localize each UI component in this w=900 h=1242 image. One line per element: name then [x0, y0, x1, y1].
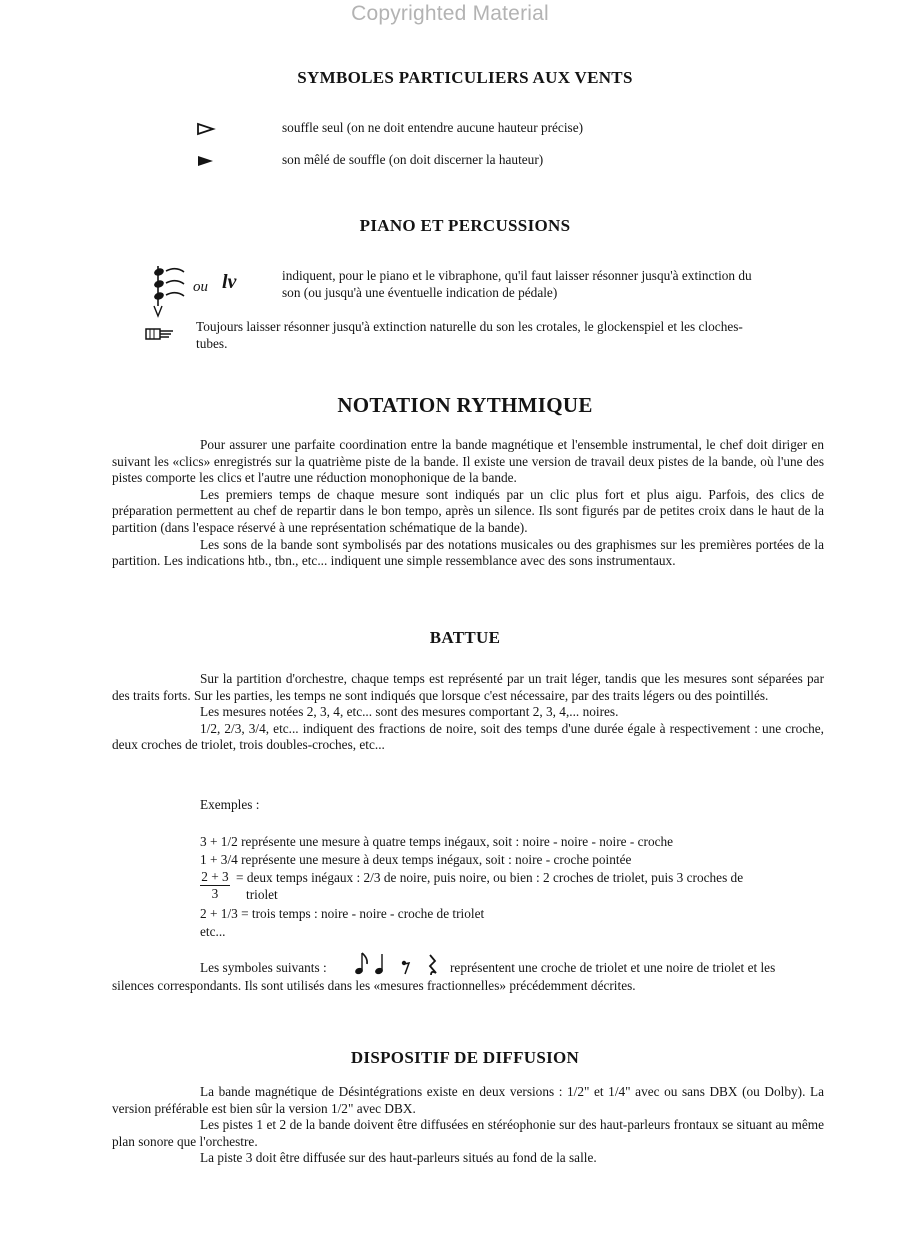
diffusion-paragraph: Les pistes 1 et 2 de la bande doivent être diffusées en stéréophonie sur des haut-parleurs frontaux se situant au même plan sonore que l'orchestre.	[112, 1117, 824, 1149]
section-title-rythme: NOTATION RYTHMIQUE	[337, 393, 593, 417]
let-vibrate-notes-icon	[148, 262, 190, 320]
rythme-paragraph: Les premiers temps de chaque mesure sont indiqués par un clic plus fort et plus aigu. Parfois, des clics de préparation permettent au chef de repartir dans le bon tempo, après un silence. Ils sont figurés par de petites croix dans le haut de la partition (dans l'espace réservé à une représentation schématique de la bande).	[112, 486, 824, 535]
example-3-fraction	[200, 869, 230, 902]
piano-line-1: indiquent, pour le piano et le vibraphone, qu'il faut laisser résonner jusqu'à extinction du	[282, 268, 752, 283]
example-2: 1 + 3/4 représente une mesure à deux temps inégaux, soit : noire - croche pointée	[200, 852, 632, 867]
diffusion-paragraph: La bande magnétique de Désintégrations existe en deux versions : 1/2" et 1/4" avec ou sans DBX (ou Dolby). La version préférable est bien sûr la version 1/2" avec DBX.	[112, 1084, 824, 1116]
symbols-line-end: représentent une croche de triolet et une noire de triolet et les	[450, 960, 776, 975]
battue-paragraph: 1/2, 2/3, 3/4, etc... indiquent des fractions de noire, soit des temps d'une durée égale à respectivement : une croche, deux croches de triolet, trois doubles-croches, etc...	[112, 720, 824, 753]
rythme-paragraph: Les sons de la bande sont symbolisés par des notations musicales ou des graphismes sur les premières portées de la partition. Les indications htb., tbn., etc... indiquent une simple ressemblance avec des sons instrumentaux.	[112, 536, 824, 569]
diffusion-paragraph: La piste 3 doit être diffusée sur des haut-parleurs situés au fond de la salle.	[200, 1150, 597, 1166]
open-triangle-icon	[196, 122, 216, 136]
section-title-diffusion: DISPOSITIF DE DIFFUSION	[350, 1048, 580, 1067]
section-title-vents: SYMBOLES PARTICULIERS AUX VENTS	[297, 68, 633, 87]
triplet-rhythm-symbols-icon	[352, 950, 448, 978]
piano-note-line-2: tubes.	[196, 336, 228, 351]
rythme-body	[112, 437, 824, 570]
piano-line-2: son (ou jusqu'à une éventuelle indication de pédale)	[282, 285, 558, 300]
example-4: 2 + 1/3 = trois temps : noire - noire - croche de triolet	[200, 906, 485, 921]
example-3-numerator: 2 + 3	[201, 869, 229, 884]
examples-label: Exemples :	[200, 797, 260, 812]
diffusion-body	[112, 1084, 824, 1167]
lv-label: lv	[222, 271, 237, 293]
filled-triangle-icon	[196, 154, 216, 168]
symbols-line-start: Les symboles suivants :	[200, 960, 327, 975]
battue-body	[112, 671, 824, 754]
examples-etc: etc...	[200, 924, 226, 939]
vents-item-2: son mêlé de souffle (on doit discerner la hauteur)	[282, 152, 544, 167]
section-title-piano: PIANO ET PERCUSSIONS	[359, 216, 571, 235]
watermark: Copyrighted Material	[351, 2, 549, 25]
section-title-battue: BATTUE	[429, 628, 501, 647]
ou-label: ou	[193, 279, 208, 295]
pointing-hand-icon	[144, 326, 176, 342]
battue-paragraph: Sur la partition d'orchestre, chaque temps est représenté par un trait léger, tandis que les mesures sont séparées par des traits forts. Sur les parties, les temps ne sont indiqués que lorsque c'est nécessaire, par des traits légers ou des pointillés.	[112, 671, 824, 703]
example-3-text: = deux temps inégaux : 2/3 de noire, puis noire, ou bien : 2 croches de triolet, puis 3 croches de	[236, 870, 744, 885]
rythme-paragraph: Pour assurer une parfaite coordination entre la bande magnétique et l'ensemble instrumental, le chef doit diriger en suivant les «clics» enregistrés sur la quatrième piste de la bande. Il existe une version de travail deux pistes de la bande, où l'une des pistes comporte les clics et l'autre une réduction monophonique de la bande.	[112, 437, 824, 486]
battue-paragraph: Les mesures notées 2, 3, 4, etc... sont des mesures comportant 2, 3, 4,... noires.	[200, 704, 619, 720]
example-3-continued: triolet	[246, 887, 278, 902]
example-1: 3 + 1/2 représente une mesure à quatre temps inégaux, soit : noire - noire - noire - croche	[200, 834, 674, 849]
vents-item-1: souffle seul (on ne doit entendre aucune hauteur précise)	[282, 120, 584, 135]
symbols-line-2: silences correspondants. Ils sont utilisés dans les «mesures fractionnelles» précédemment décrites.	[112, 978, 636, 993]
example-3-denominator: 3	[211, 886, 219, 901]
piano-note-line-1: Toujours laisser résonner jusqu'à extinction naturelle du son les crotales, le glockenspiel et les cloches-	[196, 319, 743, 334]
